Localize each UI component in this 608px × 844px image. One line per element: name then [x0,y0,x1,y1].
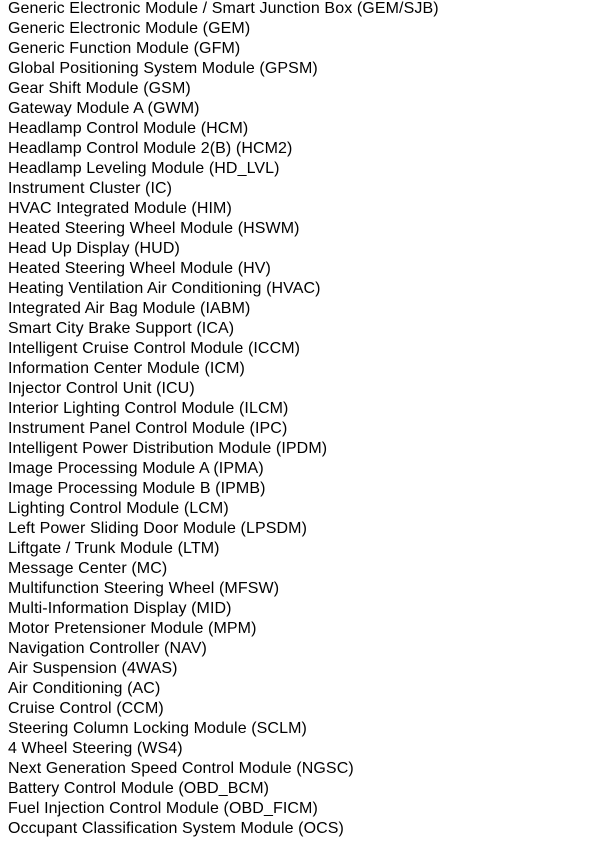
list-item: Information Center Module (ICM) [8,360,245,377]
list-item: Air Suspension (4WAS) [8,660,178,677]
list-item: Headlamp Control Module 2(B) (HCM2) [8,140,293,157]
list-item: Next Generation Speed Control Module (NGSC) [8,760,354,777]
list-item: Injector Control Unit (ICU) [8,380,195,397]
list-item: Generic Function Module (GFM) [8,40,241,57]
list-item: Heated Steering Wheel Module (HV) [8,260,271,277]
list-item: Left Power Sliding Door Module (LPSDM) [8,520,308,537]
list-item: Generic Electronic Module (GEM) [8,20,251,37]
list-item: Fuel Injection Control Module (OBD_FICM) [8,800,318,817]
list-item: Navigation Controller (NAV) [8,640,207,657]
list-item: Headlamp Control Module (HCM) [8,120,249,137]
list-item: Intelligent Cruise Control Module (ICCM) [8,340,301,357]
list-item: Multi-Information Display (MID) [8,600,232,617]
list-item: Liftgate / Trunk Module (LTM) [8,540,220,557]
list-item: HVAC Integrated Module (HIM) [8,200,232,217]
list-item: Smart City Brake Support (ICA) [8,320,235,337]
list-item: Motor Pretensioner Module (MPM) [8,620,257,637]
list-item: Gateway Module A (GWM) [8,100,200,117]
list-item: Integrated Air Bag Module (IABM) [8,300,251,317]
list-item: Gear Shift Module (GSM) [8,80,191,97]
list-item: Steering Column Locking Module (SCLM) [8,720,307,737]
list-item: Air Conditioning (AC) [8,680,161,697]
list-item: Intelligent Power Distribution Module (IPDM) [8,440,328,457]
list-item: Image Processing Module B (IPMB) [8,480,266,497]
list-item: Cruise Control (CCM) [8,700,164,717]
list-item: Lighting Control Module (LCM) [8,500,229,517]
list-item: Interior Lighting Control Module (ILCM) [8,400,289,417]
list-item: Global Positioning System Module (GPSM) [8,60,318,77]
list-item: Generic Electronic Module / Smart Junction Box (GEM/SJB) [8,0,439,17]
list-item: Heated Steering Wheel Module (HSWM) [8,220,300,237]
list-item: Heating Ventilation Air Conditioning (HVAC) [8,280,321,297]
list-item: Multifunction Steering Wheel (MFSW) [8,580,280,597]
list-item: Occupant Classification System Module (OCS) [8,820,344,837]
list-item: 4 Wheel Steering (WS4) [8,740,183,757]
list-item: Head Up Display (HUD) [8,240,180,257]
list-item: Image Processing Module A (IPMA) [8,460,264,477]
list-item: Message Center (MC) [8,560,168,577]
list-item: Instrument Panel Control Module (IPC) [8,420,288,437]
list-item: Headlamp Leveling Module (HD_LVL) [8,160,280,177]
list-item: Instrument Cluster (IC) [8,180,173,197]
list-item: Battery Control Module (OBD_BCM) [8,780,270,797]
